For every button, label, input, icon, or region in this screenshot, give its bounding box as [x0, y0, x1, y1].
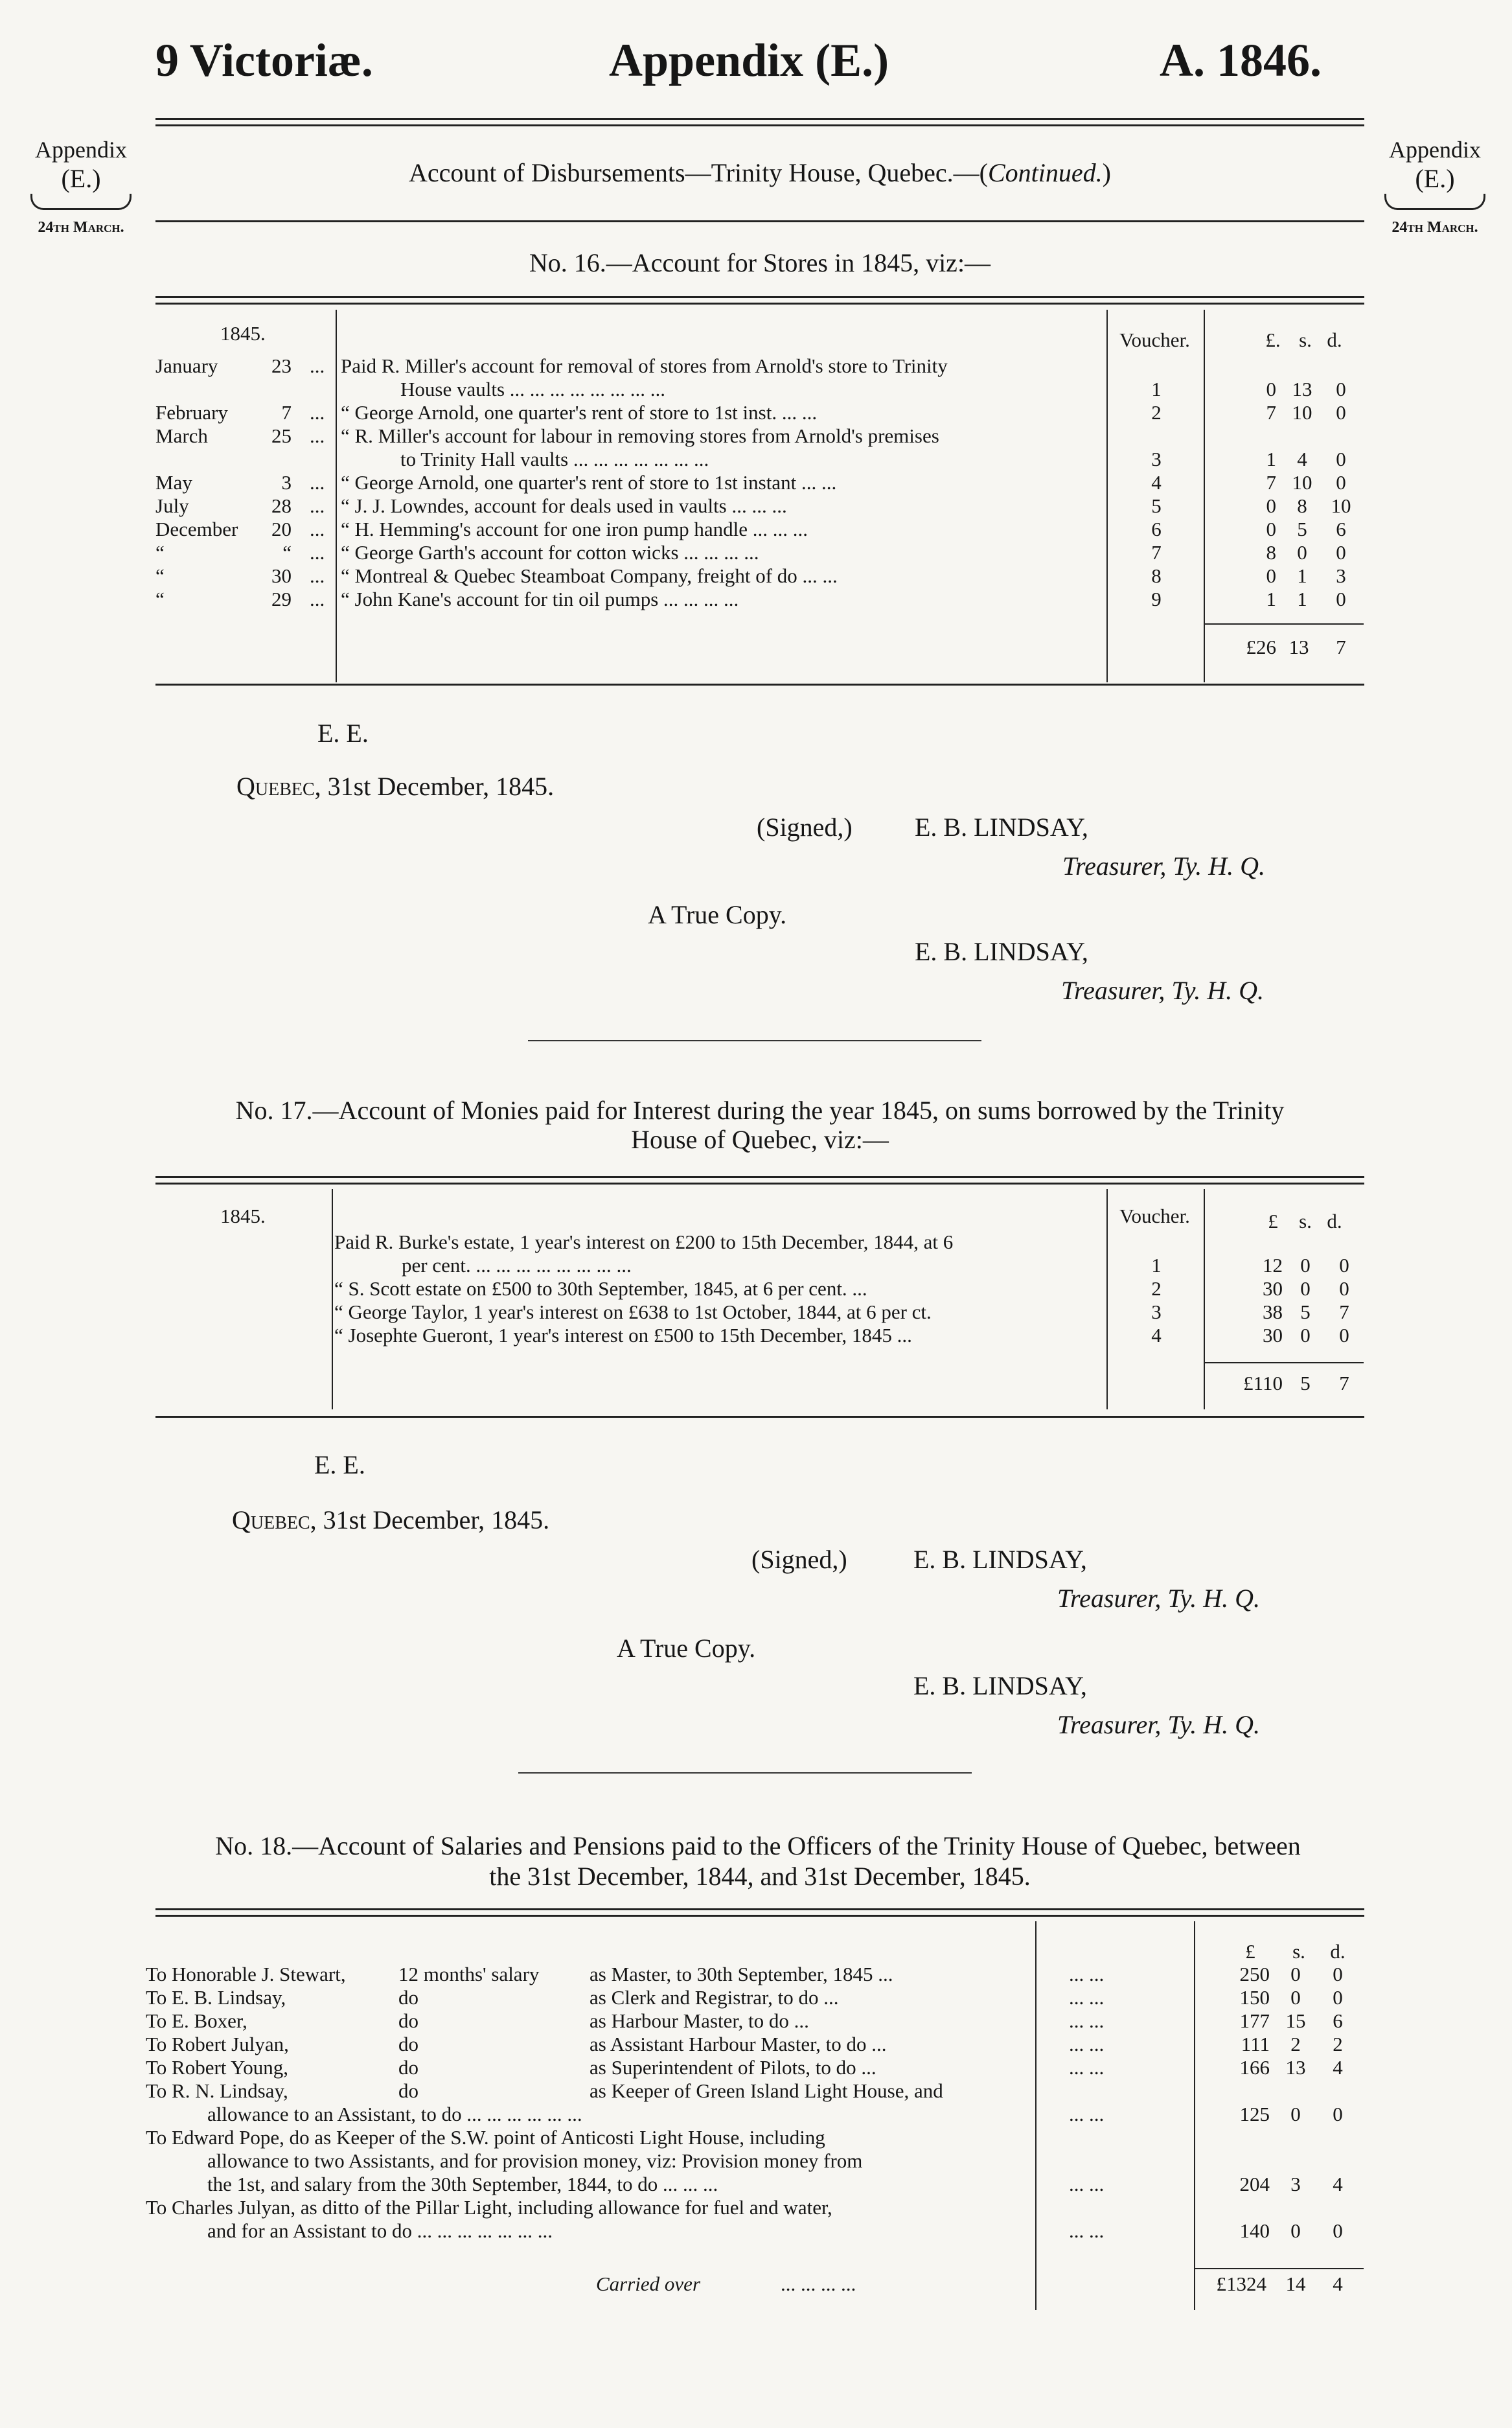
s17-amount-l: 30 — [1263, 1324, 1283, 1347]
s16-day: “ — [282, 541, 292, 564]
s16-description: “ H. Hemming's account for one iron pump handle ... ... ... — [341, 518, 808, 540]
s18-ditto: do — [398, 2033, 418, 2055]
s16-description: “ George Garth's account for cotton wicks ... ... ... ... — [341, 541, 759, 564]
s16-amount-d: 6 — [1336, 518, 1346, 540]
s16-amount-l: 1 — [1266, 448, 1276, 470]
s17-amount-s: 0 — [1300, 1277, 1311, 1300]
s16-month: “ — [155, 564, 165, 587]
s17-voucher: 3 — [1151, 1301, 1162, 1323]
margin-note-code: (E.) — [61, 164, 101, 193]
s18-vrule — [1194, 1921, 1195, 2310]
double-rule — [155, 296, 1364, 305]
s17-description: “ Josephte Gueront, 1 year's interest on £500 to 15th December, 1845 ... — [334, 1324, 912, 1347]
s16-description: “ George Arnold, one quarter's rent of store to 1st inst. ... ... — [341, 401, 818, 424]
s16-voucher: 7 — [1151, 541, 1162, 564]
margin-note-left — [19, 136, 143, 237]
section-divider — [528, 1040, 981, 1041]
margin-note-title: Appendix — [35, 137, 127, 163]
s17-amount-l: 12 — [1263, 1254, 1283, 1277]
s17-vrule — [1204, 1189, 1205, 1409]
s17-amount-l: 38 — [1263, 1301, 1283, 1323]
s17-title1: Treasurer, Ty. H. Q. — [1057, 1584, 1261, 1613]
s18-description-cont: the 1st, and salary from the 30th September, 1844, to do ... ... ... — [207, 2173, 718, 2195]
s16-dateline — [236, 771, 554, 802]
s16-amount-d: 10 — [1331, 494, 1351, 517]
leader-dots: ... — [310, 564, 325, 587]
s18-ditto: do — [398, 2009, 418, 2032]
s16-month: January — [155, 354, 218, 377]
margin-note-right — [1373, 136, 1496, 237]
s16-description: Paid R. Miller's account for removal of stores from Arnold's store to Trinity — [341, 354, 948, 377]
s18-payee: To E. Boxer, — [146, 2009, 247, 2032]
s17-col-d: d. — [1327, 1210, 1342, 1232]
s18-amount-s: 13 — [1285, 2056, 1306, 2079]
s16-amount-d: 0 — [1336, 448, 1346, 470]
section-divider — [518, 1772, 972, 1774]
s16-day: 20 — [271, 518, 292, 540]
s17-voucher: 1 — [1151, 1254, 1162, 1277]
s17-vrule — [332, 1189, 333, 1409]
s16-amount-s: 8 — [1297, 494, 1307, 517]
s18-amount-d: 0 — [1333, 1986, 1343, 2009]
s18-leader-dots: ... ... — [1069, 2173, 1105, 2195]
s16-voucher-head: Voucher. — [1119, 329, 1190, 351]
s18-carried-dots: ... ... ... ... — [781, 2272, 856, 2295]
s16-amount-s: 1 — [1297, 588, 1307, 610]
s18-amount-d: 0 — [1333, 2103, 1343, 2125]
s16-description: “ R. Miller's account for labour in removing stores from Arnold's premises — [341, 424, 939, 447]
s18-amount-s: 2 — [1290, 2033, 1301, 2055]
s18-amount-l: 250 — [1239, 1963, 1270, 1985]
s18-office: as Keeper of Green Island Light House, and — [590, 2079, 943, 2102]
s16-vrule — [1106, 310, 1108, 682]
s18-payee: To Robert Julyan, — [146, 2033, 289, 2055]
s18-leader-dots: ... ... — [1069, 2103, 1105, 2125]
s16-voucher: 9 — [1151, 588, 1162, 610]
s17-col-s: s. — [1299, 1210, 1312, 1232]
s16-amount-d: 3 — [1336, 564, 1346, 587]
brace-mark — [1384, 194, 1485, 210]
s18-ditto: do — [398, 2056, 418, 2079]
s17-amount-d: 0 — [1339, 1254, 1349, 1277]
double-rule — [155, 1908, 1364, 1917]
s18-ditto: do — [398, 1986, 418, 2009]
s18-office: as Master, to 30th September, 1845 ... — [590, 1963, 893, 1985]
s16-description: “ George Arnold, one quarter's rent of store to 1st instant ... ... — [341, 471, 837, 494]
s16-col-d: d. — [1327, 329, 1342, 351]
s16-voucher: 1 — [1151, 378, 1162, 400]
s16-amount-l: 0 — [1266, 518, 1276, 540]
margin-note-title: Appendix — [1389, 137, 1481, 163]
s18-office: as Assistant Harbour Master, to do ... — [590, 2033, 887, 2055]
double-rule — [155, 1176, 1364, 1185]
s18-col-d: d. — [1330, 1940, 1346, 1963]
s16-total-s: 13 — [1289, 636, 1309, 658]
s16-voucher: 5 — [1151, 494, 1162, 517]
section16-title: No. 16.—Account for Stores in 1845, viz:— — [529, 248, 991, 277]
s16-voucher: 3 — [1151, 448, 1162, 470]
s18-description-cont: and for an Assistant to do ... ... ... ... ... ... ... — [207, 2219, 553, 2242]
s18-col-s: s. — [1292, 1940, 1305, 1963]
s18-amount-d: 2 — [1333, 2033, 1343, 2055]
running-title-close: ) — [1102, 158, 1111, 187]
s18-payee: To Edward Pope, do as Keeper of the S.W. point of Anticosti Light House, including — [146, 2126, 825, 2149]
leader-dots: ... — [310, 401, 325, 424]
s17-true-copy: A True Copy. — [617, 1634, 756, 1663]
s17-col-l: £ — [1268, 1210, 1278, 1232]
s16-amount-s: 5 — [1297, 518, 1307, 540]
s16-month: “ — [155, 588, 165, 610]
s16-amount-s: 10 — [1292, 401, 1312, 424]
leader-dots: ... — [310, 471, 325, 494]
s16-col-s: s. — [1299, 329, 1312, 351]
leader-dots: ... — [310, 588, 325, 610]
s17-description: “ George Taylor, 1 year's interest on £638 to 1st October, 1844, at 6 per ct. — [334, 1301, 932, 1323]
s16-day: 29 — [271, 588, 292, 610]
s16-description: “ John Kane's account for tin oil pumps ... ... ... ... — [341, 588, 739, 610]
s17-signed: (Signed,) — [751, 1545, 847, 1574]
s17-amount-s: 0 — [1300, 1324, 1311, 1347]
s18-ditto: 12 months' salary — [398, 1963, 540, 1985]
s18-amount-d: 0 — [1333, 1963, 1343, 1985]
margin-note-date: 24th March. — [38, 219, 124, 236]
s16-day: 3 — [281, 471, 292, 494]
s17-year: 1845. — [220, 1205, 266, 1227]
s17-amount-l: 30 — [1263, 1277, 1283, 1300]
s18-leader-dots: ... ... — [1069, 2056, 1105, 2079]
leader-dots: ... — [310, 354, 325, 377]
s18-office: as Clerk and Registrar, to do ... — [590, 1986, 839, 2009]
s16-amount-s: 10 — [1292, 471, 1312, 494]
s17-total-d: 7 — [1339, 1372, 1349, 1394]
s16-amount-d: 0 — [1336, 541, 1346, 564]
s18-leader-dots: ... ... — [1069, 2033, 1105, 2055]
s16-amount-d: 0 — [1336, 588, 1346, 610]
s18-amount-d: 4 — [1333, 2056, 1343, 2079]
s16-voucher: 6 — [1151, 518, 1162, 540]
s18-amount-l: 177 — [1239, 2009, 1270, 2032]
s18-amount-s: 3 — [1290, 2173, 1301, 2195]
s16-amount-l: 0 — [1266, 494, 1276, 517]
s17-total-s: 5 — [1300, 1372, 1311, 1394]
s16-amount-d: 0 — [1336, 471, 1346, 494]
s18-office: as Harbour Master, to do ... — [590, 2009, 809, 2032]
s16-month: May — [155, 471, 192, 494]
s17-description-cont: per cent. ... ... ... ... ... ... ... ... — [402, 1254, 632, 1277]
s18-payee: To Robert Young, — [146, 2056, 289, 2079]
s17-description: “ S. Scott estate on £500 to 30th September, 1845, at 6 per cent. ... — [334, 1277, 867, 1300]
s18-amount-l: 204 — [1239, 2173, 1270, 2195]
s18-ditto: do — [398, 2079, 418, 2102]
s16-day: 30 — [271, 564, 292, 587]
s18-col-l: £ — [1245, 1940, 1255, 1963]
s16-description-cont: House vaults ... ... ... ... ... ... ... ... — [400, 378, 666, 400]
s16-total-d: 7 — [1336, 636, 1346, 658]
s17-ee: E. E. — [314, 1450, 365, 1479]
s18-amount-l: 166 — [1239, 2056, 1270, 2079]
s18-amount-s: 0 — [1290, 2103, 1301, 2125]
s16-total-l: £26 — [1246, 636, 1276, 658]
s18-carried-label: Carried over — [596, 2272, 701, 2295]
s17-date: , 31st December, 1845. — [310, 1505, 550, 1534]
s17-amount-s: 5 — [1300, 1301, 1311, 1323]
s16-title1: Treasurer, Ty. H. Q. — [1062, 851, 1266, 881]
s16-amount-s: 4 — [1297, 448, 1307, 470]
s16-month: March — [155, 424, 208, 447]
s18-total-l: £1324 — [1216, 2272, 1266, 2295]
s17-amount-s: 0 — [1300, 1254, 1311, 1277]
s16-month: December — [155, 518, 238, 540]
margin-note-code: (E.) — [1415, 164, 1455, 193]
s17-amount-d: 7 — [1339, 1301, 1349, 1323]
s16-amount-s: 13 — [1292, 378, 1312, 400]
s18-payee: To Honorable J. Stewart, — [146, 1963, 346, 1985]
s17-description: Paid R. Burke's estate, 1 year's interest on £200 to 15th December, 1844, at 6 — [334, 1231, 954, 1253]
s16-day: 7 — [281, 401, 292, 424]
s16-voucher: 2 — [1151, 401, 1162, 424]
s17-place: Quebec — [232, 1505, 310, 1534]
s17-name2: E. B. LINDSAY, — [913, 1671, 1087, 1700]
s18-amount-d: 4 — [1333, 2173, 1343, 2195]
s17-total-rule — [1205, 1362, 1364, 1363]
s16-amount-l: 0 — [1266, 378, 1276, 400]
s16-date: , 31st December, 1845. — [314, 772, 555, 801]
s16-month: February — [155, 401, 228, 424]
s16-day: 25 — [271, 424, 292, 447]
s16-name1: E. B. LINDSAY, — [915, 813, 1088, 842]
s18-amount-s: 0 — [1290, 1986, 1301, 2009]
s18-leader-dots: ... ... — [1069, 2219, 1105, 2242]
s16-month: “ — [155, 541, 165, 564]
s18-payee: To Charles Julyan, as ditto of the Pillar Light, including allowance for fuel and water, — [146, 2196, 832, 2219]
s16-vrule — [1204, 310, 1205, 682]
s16-voucher: 4 — [1151, 471, 1162, 494]
double-rule — [155, 118, 1364, 126]
s16-ee: E. E. — [317, 719, 369, 748]
leader-dots: ... — [310, 424, 325, 447]
s17-dateline — [232, 1505, 549, 1535]
s16-amount-l: 0 — [1266, 564, 1276, 587]
s17-title2: Treasurer, Ty. H. Q. — [1057, 1710, 1261, 1739]
s17-amount-d: 0 — [1339, 1277, 1349, 1300]
s16-description: “ Montreal & Quebec Steamboat Company, freight of do ... ... — [341, 564, 838, 587]
leader-dots: ... — [310, 518, 325, 540]
header-session: 9 Victoriæ. — [155, 34, 373, 86]
s18-amount-s: 0 — [1290, 1963, 1301, 1985]
rule — [155, 684, 1364, 686]
running-title — [155, 157, 1364, 188]
margin-note-date: 24th March. — [1392, 219, 1478, 236]
s16-amount-d: 0 — [1336, 378, 1346, 400]
s16-amount-s: 0 — [1297, 541, 1307, 564]
running-title-text: Account of Disbursements—Trinity House, Quebec.—( — [409, 158, 988, 187]
s17-total-l: £110 — [1243, 1372, 1283, 1394]
section17-title-1: No. 17.—Account of Monies paid for Interest during the year 1845, on sums borrowed by the Trinity — [235, 1096, 1285, 1125]
s16-amount-s: 1 — [1297, 564, 1307, 587]
s17-voucher: 4 — [1151, 1324, 1162, 1347]
s18-amount-s: 0 — [1290, 2219, 1301, 2242]
s18-office: as Superintendent of Pilots, to do ... — [590, 2056, 876, 2079]
s16-amount-l: 7 — [1266, 471, 1276, 494]
running-title-continued: Continued. — [987, 158, 1103, 187]
s18-description-cont: allowance to an Assistant, to do ... ... ... ... ... ... — [207, 2103, 582, 2125]
s18-vrule — [1035, 1921, 1037, 2310]
s18-payee: To R. N. Lindsay, — [146, 2079, 288, 2102]
rule — [155, 220, 1364, 222]
s16-description: “ J. J. Lowndes, account for deals used in vaults ... ... ... — [341, 494, 787, 517]
s17-voucher: 2 — [1151, 1277, 1162, 1300]
s16-year: 1845. — [220, 322, 266, 345]
s18-amount-l: 150 — [1239, 1986, 1270, 2009]
s18-leader-dots: ... ... — [1069, 2009, 1105, 2032]
s16-voucher: 8 — [1151, 564, 1162, 587]
header-year: A. 1846. — [1160, 34, 1322, 86]
s17-amount-d: 0 — [1339, 1324, 1349, 1347]
s18-amount-d: 0 — [1333, 2219, 1343, 2242]
s16-amount-l: 8 — [1266, 541, 1276, 564]
s18-payee: To E. B. Lindsay, — [146, 1986, 286, 2009]
s16-amount-l: 1 — [1266, 588, 1276, 610]
s18-amount-l: 125 — [1239, 2103, 1270, 2125]
s16-month: July — [155, 494, 189, 517]
s17-vrule — [1106, 1189, 1108, 1409]
s16-amount-l: 7 — [1266, 401, 1276, 424]
s16-total-rule — [1205, 623, 1364, 625]
s18-description-cont: allowance to two Assistants, and for provision money, viz: Provision money from — [207, 2149, 863, 2172]
s16-signed: (Signed,) — [757, 813, 853, 842]
s16-amount-d: 0 — [1336, 401, 1346, 424]
s16-day: 28 — [271, 494, 292, 517]
s18-total-rule — [1195, 2268, 1364, 2269]
s18-amount-d: 6 — [1333, 2009, 1343, 2032]
s18-amount-s: 15 — [1285, 2009, 1306, 2032]
leader-dots: ... — [310, 541, 325, 564]
s16-title2: Treasurer, Ty. H. Q. — [1061, 976, 1265, 1005]
section17-title-2: House of Quebec, viz:— — [631, 1125, 889, 1154]
s18-leader-dots: ... ... — [1069, 1986, 1105, 2009]
s18-amount-l: 140 — [1239, 2219, 1270, 2242]
s18-total-s: 14 — [1285, 2272, 1306, 2295]
s18-leader-dots: ... ... — [1069, 1963, 1105, 1985]
s16-true-copy: A True Copy. — [648, 900, 787, 929]
rule — [155, 1416, 1364, 1418]
s16-description-cont: to Trinity Hall vaults ... ... ... ... ... ... ... — [400, 448, 709, 470]
s16-day: 23 — [271, 354, 292, 377]
s17-name1: E. B. LINDSAY, — [913, 1545, 1087, 1574]
section18-title-1: No. 18.—Account of Salaries and Pensions paid to the Officers of the Trinity House of Quebec, between — [215, 1831, 1301, 1860]
brace-mark — [30, 194, 132, 210]
s16-name2: E. B. LINDSAY, — [915, 937, 1088, 966]
s16-place: Quebec — [236, 772, 315, 801]
s18-amount-l: 111 — [1241, 2033, 1270, 2055]
leader-dots: ... — [310, 494, 325, 517]
s18-total-d: 4 — [1333, 2272, 1343, 2295]
s16-col-l: £. — [1265, 329, 1281, 351]
section18-title-2: the 31st December, 1844, and 31st December, 1845. — [489, 1862, 1031, 1891]
header-appendix: Appendix (E.) — [609, 34, 889, 86]
s17-voucher-head: Voucher. — [1119, 1205, 1190, 1227]
s16-vrule — [336, 310, 337, 682]
